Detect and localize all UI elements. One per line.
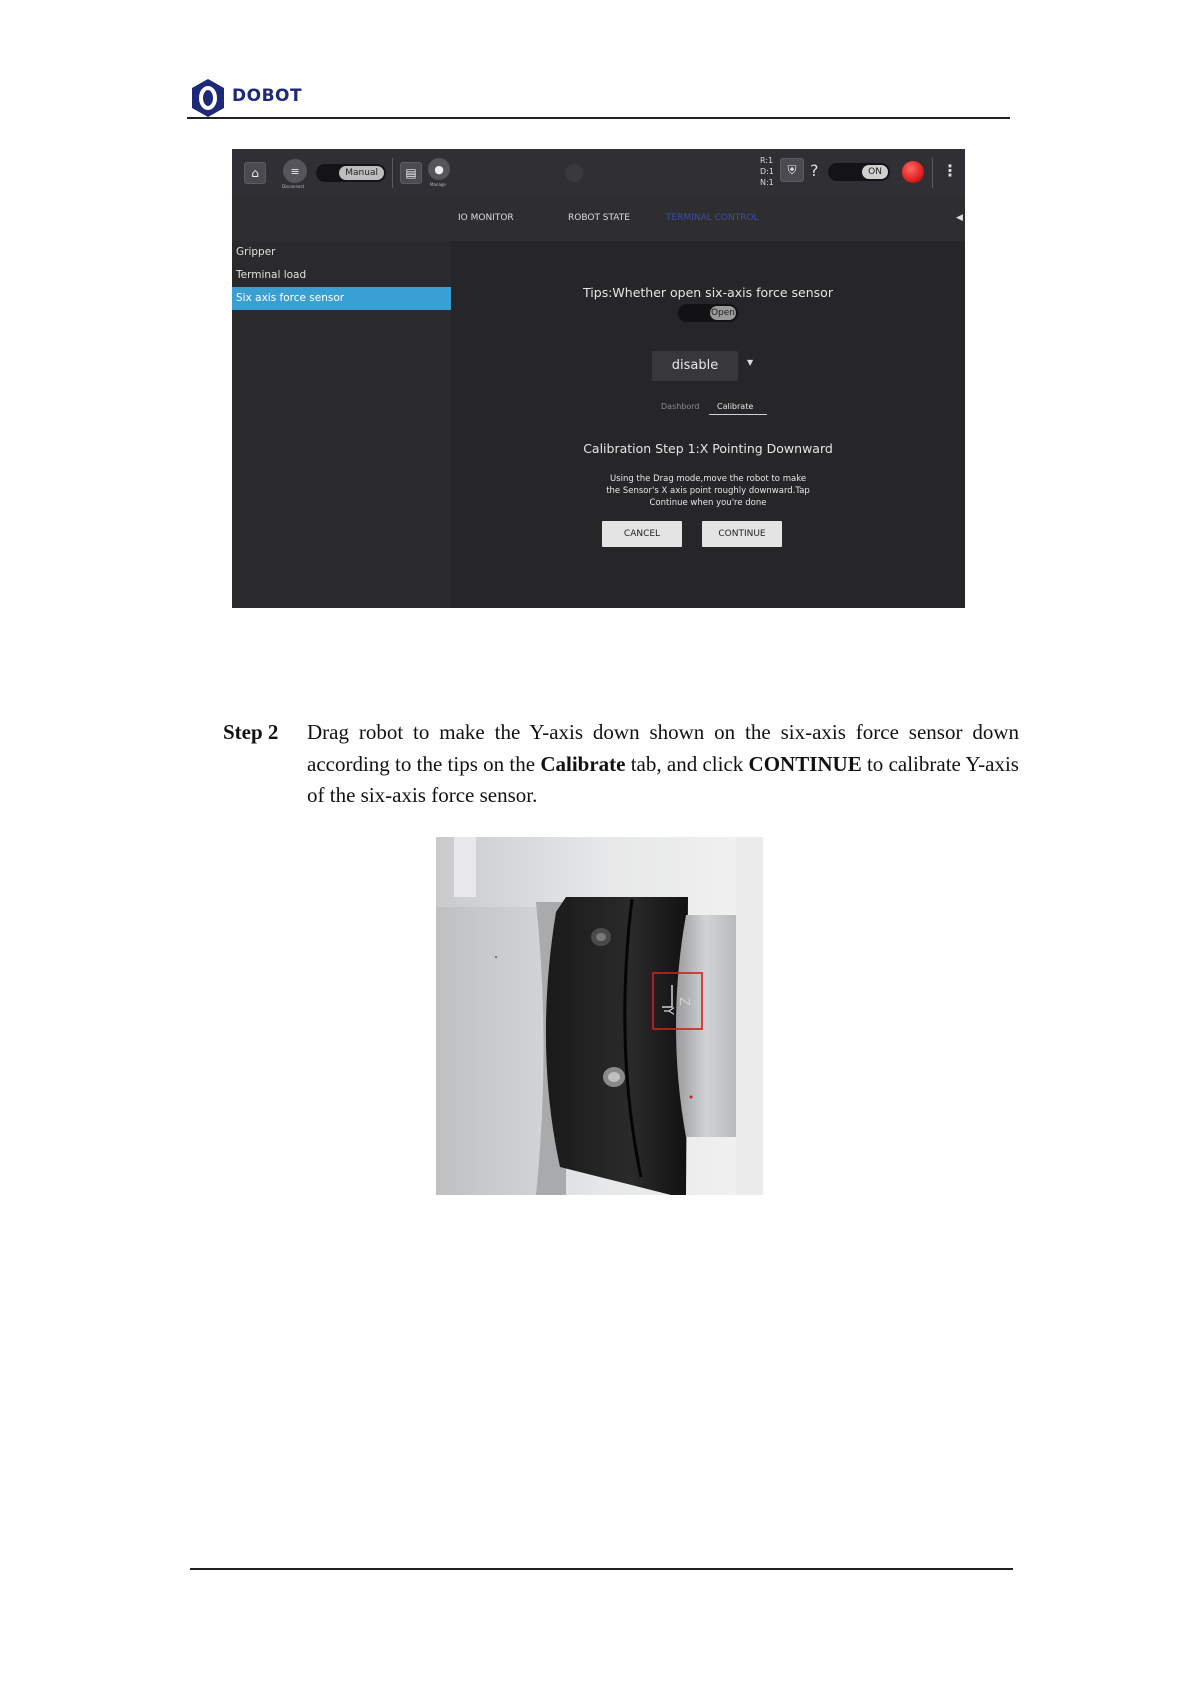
instruction-line: Using the Drag mode,move the robot to make [609, 474, 807, 484]
header-rule [187, 117, 1010, 119]
dobot-logo-icon [190, 78, 226, 118]
shield-icon[interactable]: ⛨ [780, 158, 804, 182]
sensor-photo-drawing [436, 837, 763, 1195]
calibration-title: Calibration Step 1:X Pointing Downward [583, 441, 833, 456]
speed-icon[interactable]: ? [810, 161, 819, 180]
chevron-down-icon[interactable]: ▼ [747, 358, 754, 367]
mode-select[interactable] [652, 351, 738, 381]
continue-button[interactable]: CONTINUE [702, 521, 782, 547]
step-text-part: tab, and click [625, 751, 749, 776]
subtab-calibrate[interactable]: Calibrate [717, 402, 754, 411]
tab-bar [232, 197, 965, 241]
collapse-arrow-icon[interactable]: ◀ [956, 213, 963, 223]
axis-z-label: Z [676, 997, 691, 1006]
switch-label: Open [710, 308, 736, 318]
sensor-photo [436, 837, 763, 1195]
robot-status [760, 155, 774, 188]
sensor-switch[interactable] [678, 304, 738, 322]
subtab-indicator [709, 414, 767, 415]
calibrate-keyword: Calibrate [540, 751, 626, 776]
continue-keyword: CONTINUE [748, 751, 862, 776]
logo-text: DOBOT [232, 86, 303, 106]
terminal-control-panel [451, 241, 965, 608]
sidebar-item-six-axis-force-sensor[interactable]: Six axis force sensor [232, 287, 451, 310]
sidebar [232, 241, 451, 608]
user-icon[interactable]: ● [428, 158, 450, 180]
status-d: D:1 [760, 167, 774, 176]
disconnect-icon[interactable]: ≡ [283, 159, 307, 183]
instruction-line: the Sensor's X axis point roughly downward.Tap [606, 486, 810, 496]
power-label: ON [862, 165, 888, 179]
tab-robot-state[interactable]: ROBOT STATE [568, 213, 630, 223]
toolbar [232, 149, 965, 197]
status-r: R:1 [760, 156, 774, 165]
axis-y-label: Y [660, 1007, 675, 1015]
instruction-line: Continue when you're done [649, 498, 767, 508]
file-icon[interactable]: ▤ [400, 162, 422, 184]
tips-text: Tips:Whether open six-axis force sensor [583, 285, 833, 300]
sidebar-item-terminal-load[interactable]: Terminal load [236, 269, 307, 281]
emergency-stop-button[interactable] [902, 161, 924, 183]
cancel-button[interactable]: CANCEL [602, 521, 682, 547]
status-n: N:1 [760, 178, 774, 187]
tab-io-monitor[interactable]: IO MONITOR [458, 213, 514, 223]
step-text-part: to calibrate Y-axis of the six-axis force sensor. [307, 751, 1019, 807]
mode-select-value: disable [671, 358, 719, 373]
disconnect-label: Disconnect [282, 184, 305, 189]
status-indicator-icon [565, 164, 583, 182]
more-menu-icon[interactable]: ⋮ [942, 161, 958, 180]
calibration-instructions [451, 473, 965, 509]
home-icon[interactable]: ⌂ [244, 162, 266, 184]
mode-label: Manual [339, 166, 384, 180]
tab-terminal-control[interactable]: TERMINAL CONTROL [666, 213, 759, 223]
footer-rule [190, 1568, 1013, 1570]
toolbar-divider-right [932, 158, 933, 188]
power-toggle[interactable] [828, 163, 890, 181]
step-text-part: Drag robot to make the Y-axis down shown on the six-axis force sensor down according to the tips on the [307, 720, 1019, 776]
mode-toggle[interactable] [316, 164, 386, 182]
sidebar-item-gripper[interactable]: Gripper [236, 246, 276, 258]
step-label: Step 2 [223, 720, 279, 744]
manage-label: Manage [430, 182, 446, 187]
step-description [307, 717, 1019, 812]
toolbar-divider [392, 158, 393, 188]
app-screenshot [232, 149, 965, 608]
subtab-dashbord[interactable]: Dashbord [661, 402, 700, 411]
